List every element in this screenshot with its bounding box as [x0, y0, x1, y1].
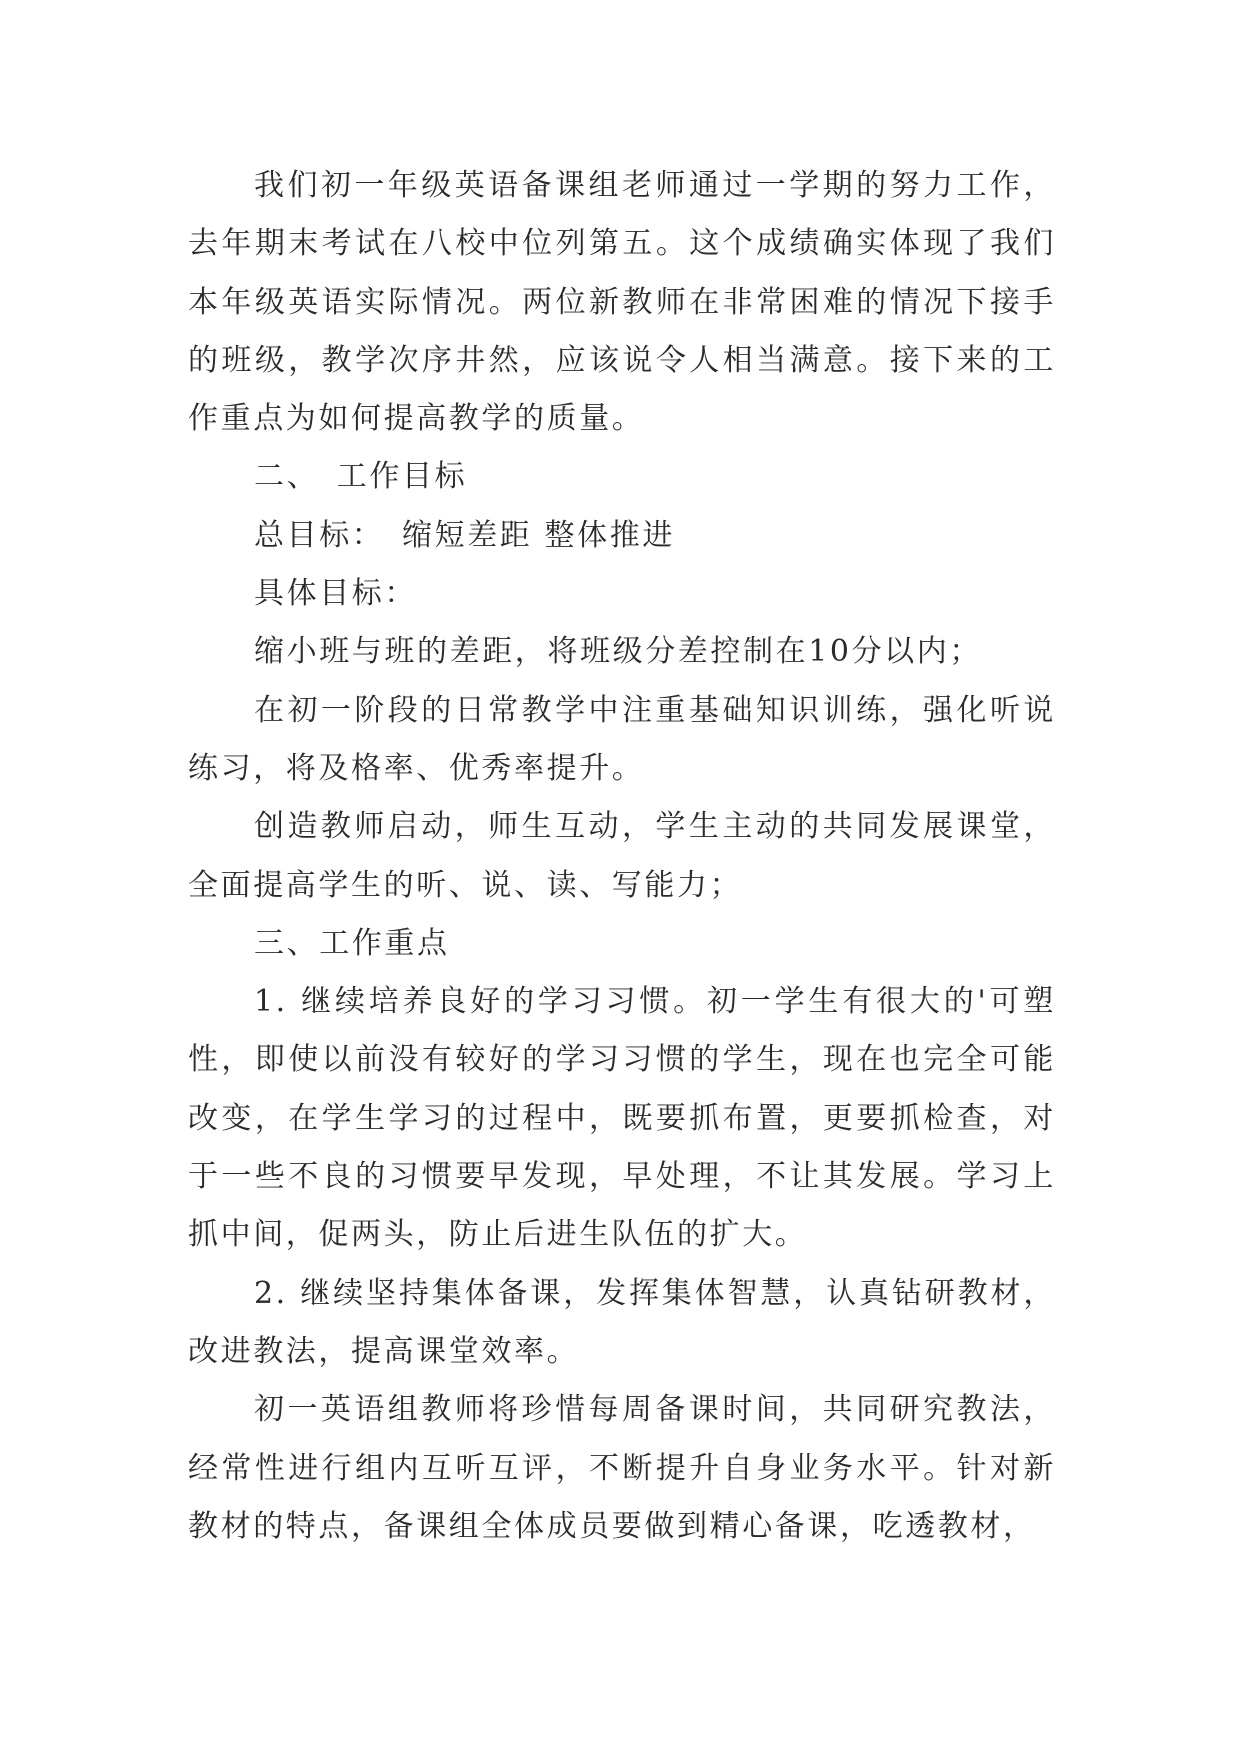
heading-work-focus: 三、工作重点: [254, 925, 450, 961]
heading-work-goals: 二、 工作目标: [254, 459, 468, 495]
paragraph-goal-1: 缩小班与班的差距，将班级分差控制在10分以内；: [254, 634, 982, 670]
paragraph-goal-3: 创造教师启动，师生互动，学生主动的共同发展课堂，全面提高学生的听、说、读、写能力；: [188, 809, 1056, 903]
paragraph-specific-goals-label: 具体目标：: [254, 576, 417, 612]
paragraph-focus-2: 2. 继续坚持集体备课，发挥集体智慧，认真钻研教材，改进教法，提高课堂效率。: [188, 1275, 1056, 1369]
paragraph-focus-2-detail: 初一英语组教师将珍惜每周备课时间，共同研究教法，经常性进行组内互听互评，不断提升自身业务水平。针对新教材的特点，备课组全体成员要做到精心备课，吃透教材，: [188, 1392, 1056, 1544]
paragraph-overall-goal: 总目标： 缩短差距 整体推进: [254, 517, 675, 553]
document-body: [188, 157, 1056, 1556]
paragraph-goal-2: 在初一阶段的日常教学中注重基础知识训练，强化听说练习，将及格率、优秀率提升。: [188, 692, 1056, 786]
paragraph-intro: 我们初一年级英语备课组老师通过一学期的努力工作，去年期末考试在八校中位列第五。这个成绩确实体现了我们本年级英语实际情况。两位新教师在非常困难的情况下接手的班级，教学次序井然，应该说令人相当满意。接下来的工作重点为如何提高教学的质量。: [188, 168, 1056, 437]
paragraph-focus-1: 1. 继续培养良好的学习习惯。初一学生有很大的'可塑性，即使以前没有较好的学习习惯的学生，现在也完全可能改变，在学生学习的过程中，既要抓布置，更要抓检查，对于一些不良的习惯要早发现，早处理，不让其发展。学习上抓中间，促两头，防止后进生队伍的扩大。: [188, 984, 1056, 1253]
